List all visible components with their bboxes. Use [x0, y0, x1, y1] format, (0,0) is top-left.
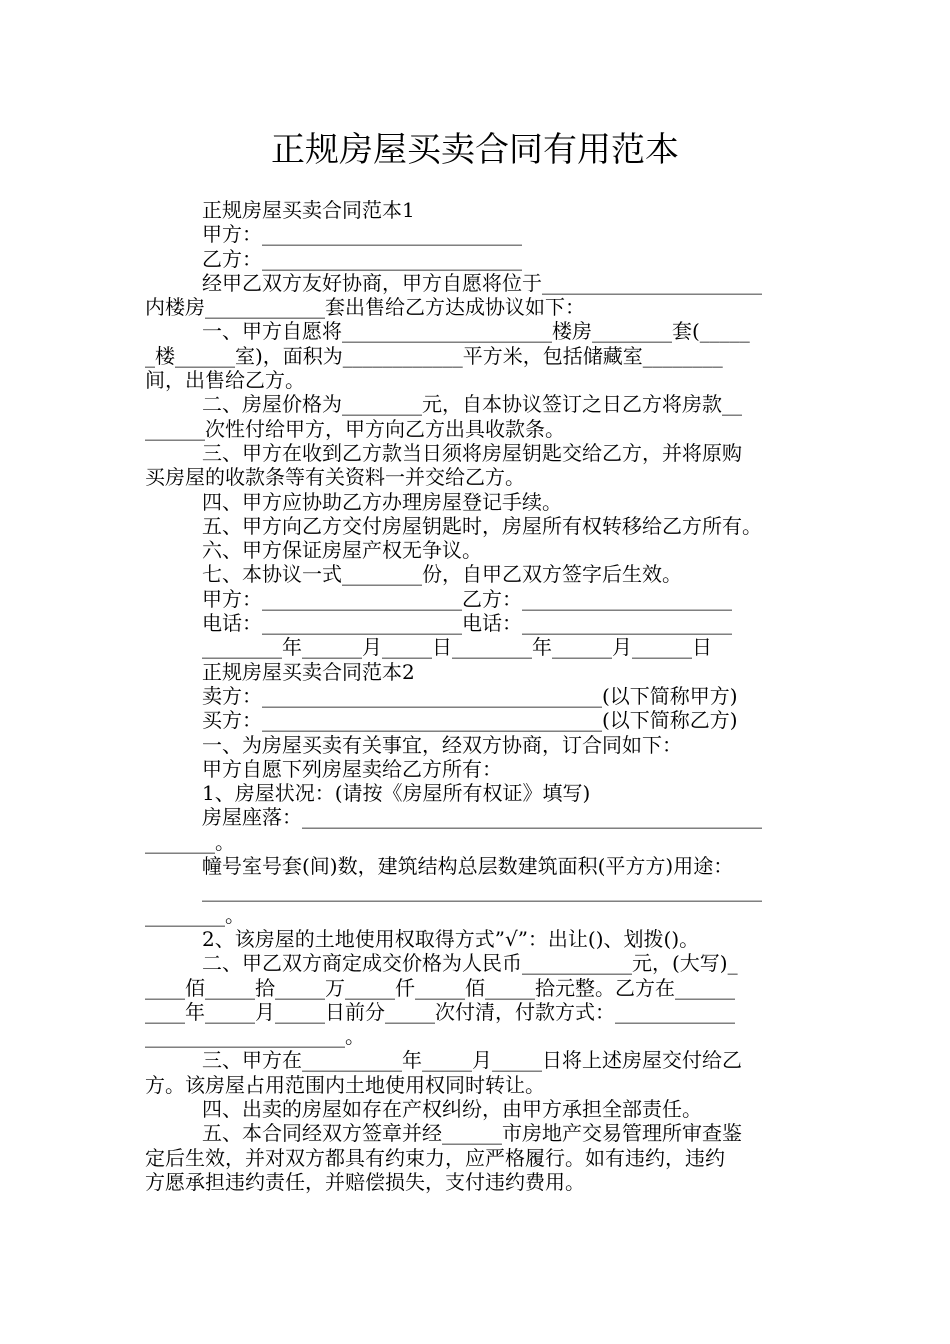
- text-line: 间，出售给乙方。: [145, 368, 305, 393]
- text-line: 二、甲乙双方商定成交价格为人民币___________元，(大写)_: [202, 951, 738, 976]
- text-line: 五、本合同经双方签章并经______市房地产交易管理所审查鉴: [202, 1121, 742, 1146]
- text-line: ____佰_____拾_____万_____仟_____佰_____拾元整。乙方在______: [145, 975, 735, 1000]
- document-title: 正规房屋买卖合同有用范本: [271, 130, 679, 170]
- text-line: 一、甲方自愿将_____________________楼房________套(_____: [202, 319, 750, 344]
- text-line: 幢号室号套(间)数，建筑结构总层数建筑面积(平方方)用途：: [202, 854, 734, 879]
- text-line: 卖方：__________________________________(以下简称甲方): [202, 683, 738, 708]
- text-line: 电话：____________________电话：_____________________: [202, 611, 732, 636]
- text-line: 四、出卖的房屋如存在产权纠纷，由甲方承担全部责任。: [202, 1096, 702, 1121]
- text-line: _______。: [145, 829, 235, 854]
- text-line: 三、甲方在__________年_____月_____日将上述房屋交付给乙: [202, 1048, 742, 1073]
- text-line: ______次性付给甲方，甲方向乙方出具收款条。: [145, 416, 565, 441]
- text-line: 正规房屋买卖合同范本1: [202, 198, 415, 222]
- text-line: 甲方自愿下列房屋卖给乙方所有：: [202, 756, 502, 781]
- text-line: 房屋座落：______________________________________________: [202, 805, 762, 830]
- text-line: 甲方：__________________________: [202, 222, 522, 247]
- text-line: ________年______月_____日________年______月______日: [202, 635, 712, 660]
- text-line: 方。该房屋占用范围内土地使用权同时转让。: [145, 1072, 545, 1097]
- text-line: ________。: [145, 902, 245, 927]
- text-line: _楼______室)，面积为____________平方米，包括储藏室________: [145, 343, 723, 368]
- text-line: ____________________。: [145, 1024, 365, 1049]
- text-line: 七、本协议一式________份，自甲乙双方签字后生效。: [202, 562, 682, 587]
- text-line: ____年_____月_____日前分_____次付清，付款方式：____________: [145, 999, 735, 1024]
- text-line: 二、房屋价格为________元，自本协议签订之日乙方将房款__: [202, 392, 742, 417]
- text-line: 方愿承担违约责任，并赔偿损失，支付违约费用。: [145, 1169, 585, 1194]
- text-line: 六、甲方保证房屋产权无争议。: [202, 538, 482, 563]
- text-line: 2、该房屋的土地使用权取得方式”√”：出让()、划拨()。: [202, 926, 700, 951]
- text-line: 三、甲方在收到乙方款当日须将房屋钥匙交给乙方，并将原购: [202, 440, 742, 465]
- text-line: 买房屋的收款条等有关资料一并交给乙方。: [145, 465, 525, 490]
- text-line: ________________________________________________________: [202, 878, 762, 903]
- text-line: 四、甲方应协助乙方办理房屋登记手续。: [202, 489, 562, 514]
- document-body: [145, 198, 810, 1194]
- text-line: 乙方：__________________________: [202, 246, 522, 271]
- text-line: 一、为房屋买卖有关事宜，经双方协商，订合同如下：: [202, 732, 682, 757]
- text-line: 甲方：____________________乙方：_____________________: [202, 586, 732, 611]
- text-line: 内楼房____________套出售给乙方达成协议如下：: [145, 295, 585, 320]
- text-line: 定后生效，并对双方都具有约束力，应严格履行。如有违约，违约: [145, 1145, 725, 1170]
- text-line: 正规房屋买卖合同范本2: [202, 659, 415, 684]
- text-line: 1、房屋状况：(请按《房屋所有权证》填写): [202, 781, 591, 806]
- text-line: 经甲乙双方友好协商，甲方自愿将位于______________________: [202, 270, 762, 295]
- text-line: 买方：__________________________________(以下简称乙方): [202, 708, 738, 733]
- text-line: 五、甲方向乙方交付房屋钥匙时，房屋所有权转移给乙方所有。: [202, 513, 762, 538]
